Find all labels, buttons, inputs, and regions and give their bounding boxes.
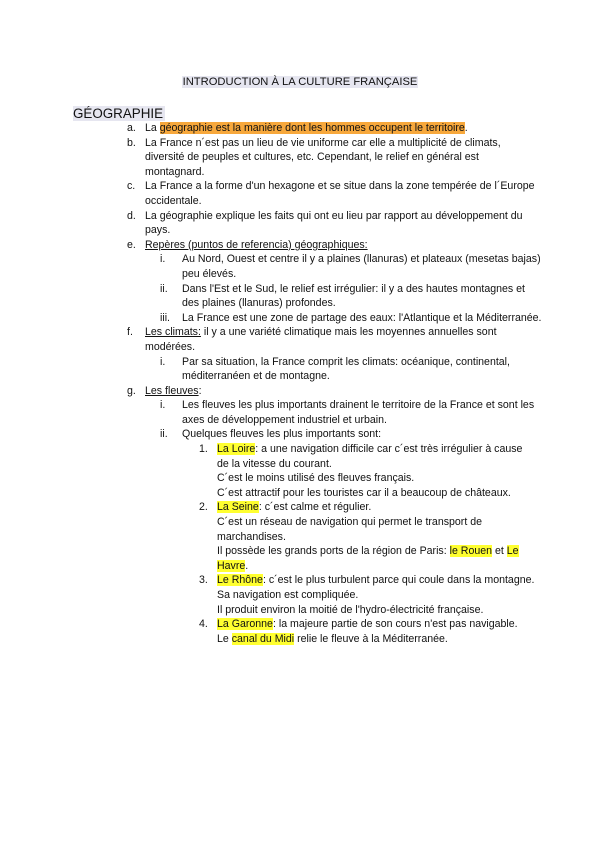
list-marker: e. [127,238,136,251]
sub-item-f-i: i. Par sa situation, la France comprit les climats: océanique, continental, méditerranéen et de montagne. [160,355,510,383]
sub-item-e-ii: ii. Dans l'Est et le Sud, le relief est irrégulier: il y a des hautes montagnes et des plaines (llanuras) profondes. [160,282,525,310]
list-marker: i. [160,355,166,368]
port-name: le Rouen [449,545,493,558]
river-item-loire: 1. La Loire: a une navigation difficile car c´est très irrégulier à cause de la vitesse du courant. C´est le moins utilisé des fleuves français. C´est attractif pour les touristes car il a beaucoup de châteaux. [199,443,523,499]
list-marker: ii. [160,282,168,295]
list-marker: 4. [199,618,208,631]
list-marker: 3. [199,574,208,587]
sub-item-g-ii: ii. Quelques fleuves les plus importants sont: [160,428,382,441]
list-item-d: d. La géographie explique les faits qui ont eu lieu par rapport au développement du pays. [127,209,523,237]
canal-name: canal du Midi [231,632,295,645]
document-body [0,121,600,646]
list-marker: a. [127,122,136,134]
list-marker: i. [160,399,166,412]
list-marker: d. [127,209,136,222]
list-item-a: a. La géographie est la manière dont les hommes occupent le territoire. [127,122,468,134]
river-name: La Loire [217,443,256,456]
river-item-rhone: 3. Le Rhône: c´est le plus turbulent parce qui coule dans la montagne. Sa navigation est compliquée. Il produit environ la moitié de l'hydro-électricité française. [199,574,535,616]
river-item-garonne: 4. La Garonne: la majeure partie de son cours n'est pas navigable. Le canal du Midi relie le fleuve à la Méditerranée. [199,618,518,645]
sub-item-g-i: i. Les fleuves les plus importants drainent le territoire de la France et sont les axes de développement industriel et urbain. [160,399,535,426]
river-name: La Garonne [217,618,273,631]
item-heading: Repères (puntos de referencia) géographiques: [145,238,368,251]
port-name: Le Havre [217,545,519,572]
river-name: La Seine [217,501,259,514]
sub-item-e-iii: iii. La France est une zone de partage des eaux: l'Atlantique et la Méditerranée. [160,311,542,324]
sub-item-e-i: i. Au Nord, Ouest et centre il y a plaines (llanuras) et plateaux (mesetas bajas) peu élevés. [160,253,541,280]
document-title: INTRODUCTION À LA CULTURE FRANÇAISE [182,76,418,88]
list-item-c: c. La France a la forme d'un hexagone et se situe dans la zone tempérée de l´Europe occidentale. [127,180,535,207]
item-heading: Les fleuves [145,384,199,397]
list-marker: ii. [160,428,168,441]
list-marker: b. [127,136,136,149]
item-heading: Les climats: [145,326,201,339]
list-marker: f. [127,326,133,339]
list-marker: iii. [160,311,171,324]
section-heading: GÉOGRAPHIE [73,106,164,121]
list-marker: 2. [199,501,208,514]
highlighted-text: géographie est la manière dont les hommes occupent le territoire [159,122,465,134]
list-marker: c. [127,180,136,193]
list-marker: g. [127,384,136,397]
list-item-f: f. Les climats: il y a une variété climatique mais les moyennes annuelles sont modérées. [127,326,497,353]
river-item-seine: 2. La Seine: c´est calme et régulier. C´est un réseau de navigation qui permet le transport de marchandises. Il possède les grands ports de la région de Paris: le Rouen et Le Havre. [199,501,519,572]
river-name: Le Rhône [217,574,263,587]
list-item-b: b. La France n´est pas un lieu de vie uniforme car elle a multiplicité de climats, diversité de peuples et cultures, etc. Cependant, le relief en général est montagnard. [127,136,501,178]
list-marker: 1. [199,443,208,456]
list-item-e [0,238,535,253]
list-marker: i. [160,253,166,266]
list-item-g: g. Les fleuves: [127,384,202,397]
